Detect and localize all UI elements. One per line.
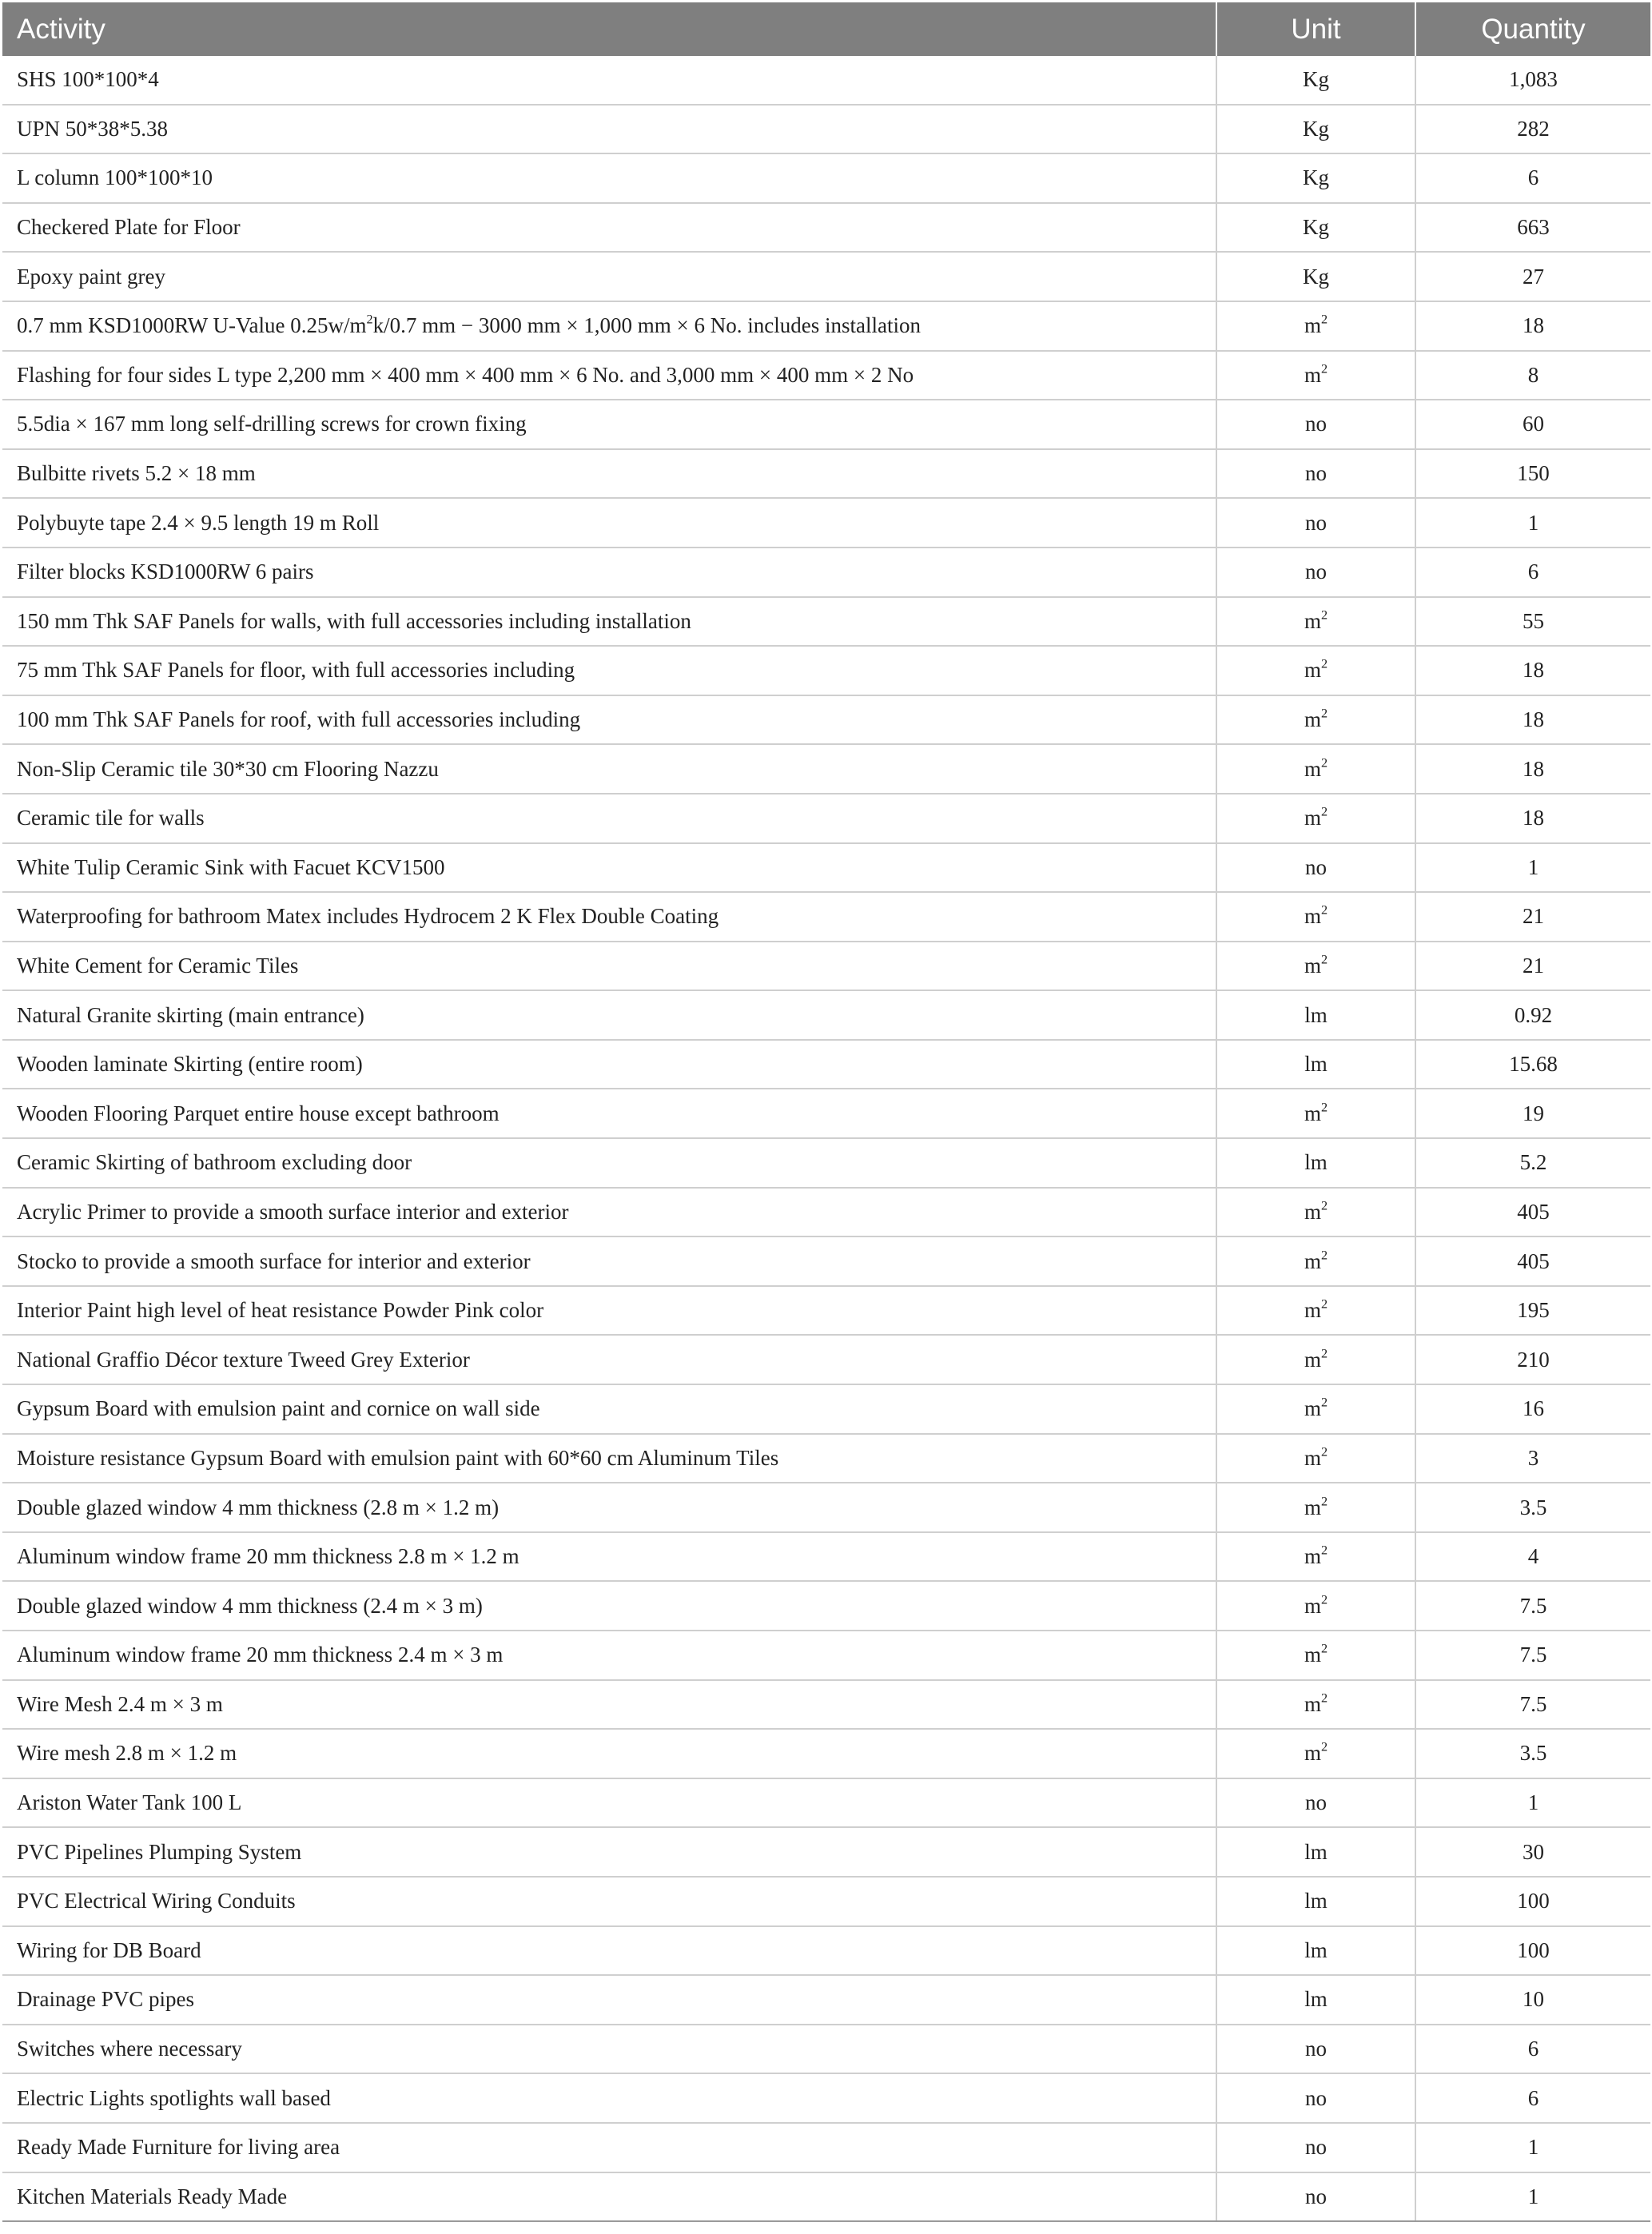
row-activity-cell: 0.7 mm KSD1000RW U-Value $0.25w/m^2k/0.7$ mm − 3000 mm × 1,000 mm × 6 No. includes installation xyxy=(2,301,1216,351)
row-quantity-cell: 150 xyxy=(1415,449,1650,499)
row-quantity-cell: 4 xyxy=(1415,1532,1650,1582)
row-quantity-cell: 1 xyxy=(1415,2172,1650,2222)
row-unit-cell: $m^2$ xyxy=(1216,695,1415,745)
row-unit-cell: $m^2$ xyxy=(1216,646,1415,695)
row-quantity-cell: 18 xyxy=(1415,744,1650,794)
row-activity-cell: Checkered Plate for Floor xyxy=(2,203,1216,253)
table-row xyxy=(2,1680,1650,1730)
table-row xyxy=(2,56,1650,105)
row-activity-cell: Ariston Water Tank 100 L xyxy=(2,1778,1216,1828)
table-row xyxy=(2,646,1650,695)
row-quantity-cell: 195 xyxy=(1415,1286,1650,1336)
row-unit-cell: lm xyxy=(1216,1138,1415,1188)
row-activity-cell: Ready Made Furniture for living area xyxy=(2,2123,1216,2172)
row-quantity-cell: 18 xyxy=(1415,794,1650,843)
row-activity-cell: Bulbitte rivets 5.2 × 18 mm xyxy=(2,449,1216,499)
table-row xyxy=(2,2172,1650,2222)
row-activity-cell: Aluminum window frame 20 mm thickness 2.4 m × 3 m xyxy=(2,1631,1216,1680)
row-activity-cell: Ceramic tile for walls xyxy=(2,794,1216,843)
header-quantity: Quantity xyxy=(1415,2,1650,56)
table-row xyxy=(2,990,1650,1040)
table-row xyxy=(2,1729,1650,1778)
row-activity-cell: White Cement for Ceramic Tiles xyxy=(2,942,1216,991)
row-quantity-cell: 282 xyxy=(1415,105,1650,154)
row-unit-cell: no xyxy=(1216,1778,1415,1828)
row-quantity-cell: 30 xyxy=(1415,1827,1650,1877)
table-row xyxy=(2,892,1650,942)
row-activity-cell: L column 100*100*10 xyxy=(2,153,1216,203)
row-unit-cell: lm xyxy=(1216,1040,1415,1089)
row-activity-cell: Double glazed window 4 mm thickness (2.4 m × 3 m) xyxy=(2,1581,1216,1631)
row-unit-cell: $m^2$ xyxy=(1216,1188,1415,1237)
table-row xyxy=(2,2025,1650,2074)
table-row xyxy=(2,1483,1650,1532)
row-unit-cell: $m^2$ xyxy=(1216,1729,1415,1778)
row-quantity-cell: 3.5 xyxy=(1415,1483,1650,1532)
row-activity-cell: Electric Lights spotlights wall based xyxy=(2,2073,1216,2123)
row-activity-cell: White Tulip Ceramic Sink with Facuet KCV1500 xyxy=(2,843,1216,893)
row-quantity-cell: 100 xyxy=(1415,1877,1650,1926)
row-unit-cell: $m^2$ xyxy=(1216,1680,1415,1730)
table-row xyxy=(2,153,1650,203)
row-unit-cell: $m^2$ xyxy=(1216,794,1415,843)
row-activity-cell: 100 mm Thk SAF Panels for roof, with full accessories including xyxy=(2,695,1216,745)
row-activity-cell: Epoxy paint grey xyxy=(2,252,1216,301)
table-row xyxy=(2,1335,1650,1384)
materials-table xyxy=(2,2,1650,2222)
row-activity-cell: Moisture resistance Gypsum Board with emulsion paint with 60*60 cm Aluminum Tiles xyxy=(2,1434,1216,1483)
row-quantity-cell: 18 xyxy=(1415,695,1650,745)
table-row xyxy=(2,1778,1650,1828)
row-activity-cell: Aluminum window frame 20 mm thickness 2.8 m × 1.2 m xyxy=(2,1532,1216,1582)
row-quantity-cell: 405 xyxy=(1415,1236,1650,1286)
row-quantity-cell: 1 xyxy=(1415,498,1650,548)
table-row xyxy=(2,105,1650,154)
row-quantity-cell: 1 xyxy=(1415,843,1650,893)
table-row xyxy=(2,548,1650,597)
row-activity-cell: Switches where necessary xyxy=(2,2025,1216,2074)
table-row xyxy=(2,1040,1650,1089)
row-unit-cell: no xyxy=(1216,449,1415,499)
table-row xyxy=(2,794,1650,843)
row-unit-cell: Kg xyxy=(1216,252,1415,301)
row-activity-cell: Acrylic Primer to provide a smooth surface interior and exterior xyxy=(2,1188,1216,1237)
table-row xyxy=(2,1089,1650,1138)
row-unit-cell: lm xyxy=(1216,1877,1415,1926)
row-unit-cell: $m^2$ xyxy=(1216,1631,1415,1680)
row-quantity-cell: 16 xyxy=(1415,1384,1650,1434)
table-header xyxy=(2,2,1650,56)
table-row xyxy=(2,1631,1650,1680)
row-activity-cell: Flashing for four sides L type 2,200 mm × 400 mm × 400 mm × 6 No. and 3,000 mm × 400 mm × 2 No xyxy=(2,351,1216,400)
row-quantity-cell: 7.5 xyxy=(1415,1581,1650,1631)
row-unit-cell: Kg xyxy=(1216,153,1415,203)
row-quantity-cell: 6 xyxy=(1415,548,1650,597)
table-row xyxy=(2,1188,1650,1237)
table-row xyxy=(2,1286,1650,1336)
row-activity-cell: Natural Granite skirting (main entrance) xyxy=(2,990,1216,1040)
row-quantity-cell: 5.2 xyxy=(1415,1138,1650,1188)
row-quantity-cell: 663 xyxy=(1415,203,1650,253)
table-row xyxy=(2,1877,1650,1926)
table-row xyxy=(2,1236,1650,1286)
header-activity: Activity xyxy=(2,2,1216,56)
row-unit-cell: $m^2$ xyxy=(1216,942,1415,991)
row-activity-cell: Drainage PVC pipes xyxy=(2,1975,1216,2025)
table-row xyxy=(2,1532,1650,1582)
table-row xyxy=(2,203,1650,253)
row-activity-cell: UPN 50*38*5.38 xyxy=(2,105,1216,154)
table-row xyxy=(2,301,1650,351)
row-activity-cell: 150 mm Thk SAF Panels for walls, with full accessories including installation xyxy=(2,597,1216,647)
row-quantity-cell: 100 xyxy=(1415,1926,1650,1976)
row-activity-cell: Wooden Flooring Parquet entire house except bathroom xyxy=(2,1089,1216,1138)
row-unit-cell: no xyxy=(1216,2073,1415,2123)
table-body xyxy=(2,56,1650,2221)
row-activity-cell: PVC Electrical Wiring Conduits xyxy=(2,1877,1216,1926)
row-unit-cell: $m^2$ xyxy=(1216,744,1415,794)
row-unit-cell: no xyxy=(1216,548,1415,597)
table-row xyxy=(2,1434,1650,1483)
row-quantity-cell: 7.5 xyxy=(1415,1631,1650,1680)
row-unit-cell: $m^2$ xyxy=(1216,351,1415,400)
row-quantity-cell: 1 xyxy=(1415,2123,1650,2172)
row-unit-cell: lm xyxy=(1216,1827,1415,1877)
row-unit-cell: $m^2$ xyxy=(1216,1483,1415,1532)
row-activity-cell: Non-Slip Ceramic tile 30*30 cm Flooring Nazzu xyxy=(2,744,1216,794)
row-activity-cell: Gypsum Board with emulsion paint and cornice on wall side xyxy=(2,1384,1216,1434)
table-row xyxy=(2,2073,1650,2123)
row-quantity-cell: 6 xyxy=(1415,2025,1650,2074)
row-unit-cell: $m^2$ xyxy=(1216,892,1415,942)
row-unit-cell: no xyxy=(1216,2172,1415,2222)
table-row xyxy=(2,400,1650,449)
table-row xyxy=(2,498,1650,548)
row-quantity-cell: 18 xyxy=(1415,646,1650,695)
row-quantity-cell: 3 xyxy=(1415,1434,1650,1483)
row-quantity-cell: 8 xyxy=(1415,351,1650,400)
row-activity-cell: Wiring for DB Board xyxy=(2,1926,1216,1976)
table-row xyxy=(2,1926,1650,1976)
header-row xyxy=(2,2,1650,56)
row-unit-cell: Kg xyxy=(1216,203,1415,253)
row-quantity-cell: 60 xyxy=(1415,400,1650,449)
row-unit-cell: no xyxy=(1216,2123,1415,2172)
row-unit-cell: $m^2$ xyxy=(1216,301,1415,351)
row-activity-cell: Double glazed window 4 mm thickness (2.8 m × 1.2 m) xyxy=(2,1483,1216,1532)
row-activity-cell: PVC Pipelines Plumping System xyxy=(2,1827,1216,1877)
row-unit-cell: lm xyxy=(1216,1926,1415,1976)
row-unit-cell: $m^2$ xyxy=(1216,1335,1415,1384)
table-row xyxy=(2,1975,1650,2025)
row-activity-cell: 5.5dia × 167 mm long self-drilling screws for crown fixing xyxy=(2,400,1216,449)
table-row xyxy=(2,449,1650,499)
row-activity-cell: Ceramic Skirting of bathroom excluding door xyxy=(2,1138,1216,1188)
header-unit: Unit xyxy=(1216,2,1415,56)
row-quantity-cell: 19 xyxy=(1415,1089,1650,1138)
table-row xyxy=(2,942,1650,991)
row-unit-cell: $m^2$ xyxy=(1216,1532,1415,1582)
row-unit-cell: Kg xyxy=(1216,105,1415,154)
row-activity-cell: Wooden laminate Skirting (entire room) xyxy=(2,1040,1216,1089)
row-quantity-cell: 405 xyxy=(1415,1188,1650,1237)
table-row xyxy=(2,843,1650,893)
row-quantity-cell: 15.68 xyxy=(1415,1040,1650,1089)
row-quantity-cell: 1,083 xyxy=(1415,56,1650,105)
row-unit-cell: lm xyxy=(1216,990,1415,1040)
row-activity-cell: Polybuyte tape 2.4 × 9.5 length 19 m Roll xyxy=(2,498,1216,548)
row-unit-cell: no xyxy=(1216,843,1415,893)
row-quantity-cell: 6 xyxy=(1415,2073,1650,2123)
row-unit-cell: no xyxy=(1216,400,1415,449)
row-unit-cell: no xyxy=(1216,2025,1415,2074)
row-quantity-cell: 10 xyxy=(1415,1975,1650,2025)
row-quantity-cell: 6 xyxy=(1415,153,1650,203)
row-activity-cell: Filter blocks KSD1000RW 6 pairs xyxy=(2,548,1216,597)
row-quantity-cell: 3.5 xyxy=(1415,1729,1650,1778)
row-unit-cell: Kg xyxy=(1216,56,1415,105)
row-quantity-cell: 18 xyxy=(1415,301,1650,351)
table-row xyxy=(2,1581,1650,1631)
table-row xyxy=(2,252,1650,301)
row-unit-cell: $m^2$ xyxy=(1216,597,1415,647)
row-activity-cell: Wire Mesh 2.4 m × 3 m xyxy=(2,1680,1216,1730)
materials-table-container xyxy=(2,2,1650,2222)
table-row xyxy=(2,1827,1650,1877)
row-activity-cell: SHS 100*100*4 xyxy=(2,56,1216,105)
table-row xyxy=(2,1138,1650,1188)
table-row xyxy=(2,695,1650,745)
row-activity-cell: 75 mm Thk SAF Panels for floor, with full accessories including xyxy=(2,646,1216,695)
row-unit-cell: $m^2$ xyxy=(1216,1581,1415,1631)
row-activity-cell: Wire mesh 2.8 m × 1.2 m xyxy=(2,1729,1216,1778)
row-quantity-cell: 27 xyxy=(1415,252,1650,301)
row-unit-cell: $m^2$ xyxy=(1216,1286,1415,1336)
row-unit-cell: $m^2$ xyxy=(1216,1089,1415,1138)
table-row xyxy=(2,597,1650,647)
row-unit-cell: $m^2$ xyxy=(1216,1236,1415,1286)
row-quantity-cell: 21 xyxy=(1415,892,1650,942)
row-activity-cell: Interior Paint high level of heat resistance Powder Pink color xyxy=(2,1286,1216,1336)
row-quantity-cell: 55 xyxy=(1415,597,1650,647)
row-quantity-cell: 0.92 xyxy=(1415,990,1650,1040)
row-quantity-cell: 210 xyxy=(1415,1335,1650,1384)
row-unit-cell: no xyxy=(1216,498,1415,548)
row-activity-cell: Waterproofing for bathroom Matex includes Hydrocem 2 K Flex Double Coating xyxy=(2,892,1216,942)
row-quantity-cell: 21 xyxy=(1415,942,1650,991)
table-row xyxy=(2,1384,1650,1434)
row-quantity-cell: 7.5 xyxy=(1415,1680,1650,1730)
row-quantity-cell: 1 xyxy=(1415,1778,1650,1828)
row-activity-cell: Stocko to provide a smooth surface for interior and exterior xyxy=(2,1236,1216,1286)
table-row xyxy=(2,2123,1650,2172)
table-row xyxy=(2,744,1650,794)
row-activity-cell: National Graffio Décor texture Tweed Grey Exterior xyxy=(2,1335,1216,1384)
row-unit-cell: lm xyxy=(1216,1975,1415,2025)
row-unit-cell: $m^2$ xyxy=(1216,1434,1415,1483)
row-unit-cell: $m^2$ xyxy=(1216,1384,1415,1434)
row-activity-cell: Kitchen Materials Ready Made xyxy=(2,2172,1216,2222)
table-row xyxy=(2,351,1650,400)
